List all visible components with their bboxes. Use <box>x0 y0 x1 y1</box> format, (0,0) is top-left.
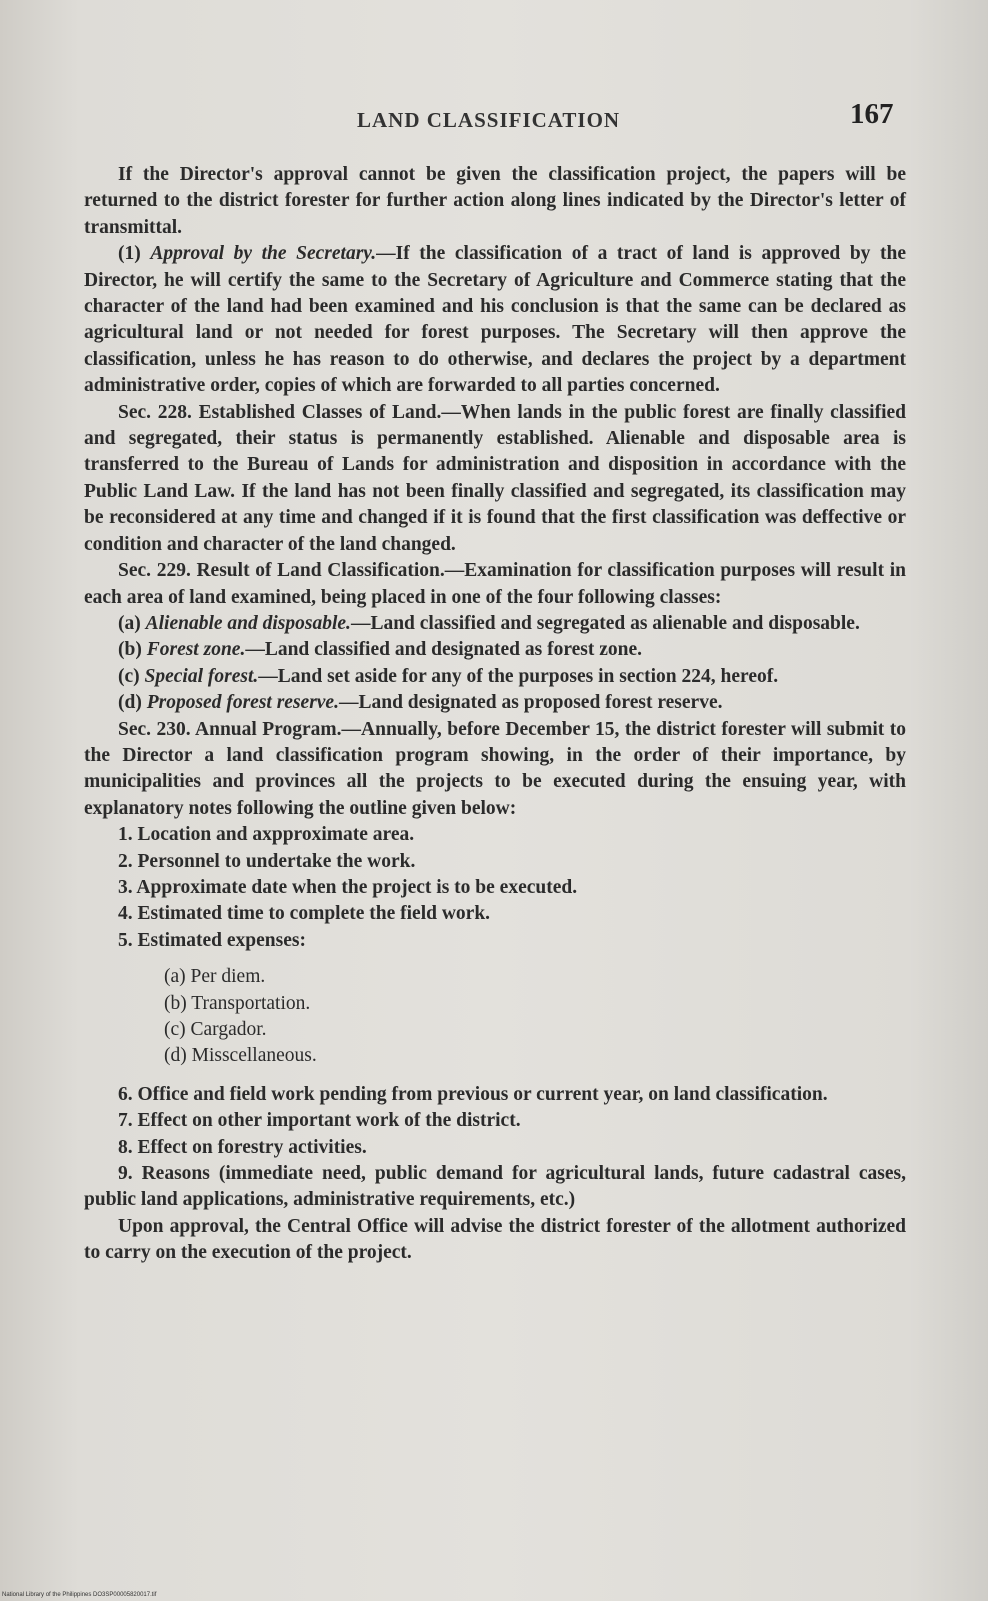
section-heading: Sec. 229. Result of Land Classification. <box>118 560 445 582</box>
sublist-item: (b) Transportation. <box>164 992 311 1014</box>
running-title: LAND CLASSIFICATION <box>357 108 621 132</box>
list-item-8: 8. Effect on forestry activities. <box>118 1136 367 1158</box>
section-text: —When lands in the public forest are finally classified and segregated, their status is permanently established. Alienable and disposable area is transferred to the Bureau of Lands for administration and disposition in accordance with the Public Land Law. If the land has not been finally classified and segregated, its classification may be reconsidered at any time and changed if it is found that the first classification was deffective or condition and character of the land changed. <box>84 401 906 555</box>
item-lead: (a) <box>118 612 146 634</box>
section-228 <box>84 400 906 558</box>
item-heading: Approval by the Secretary. <box>150 243 377 265</box>
list-item: 1. Location and axpproximate area. <box>118 824 415 846</box>
list-item: 2. Personnel to undertake the work. <box>118 850 416 872</box>
item-lead: (d) <box>118 692 147 714</box>
section-230 <box>84 717 906 823</box>
sublist-item: (d) Misscellaneous. <box>164 1045 317 1067</box>
item-lead: (b) <box>118 639 147 661</box>
item-heading: Alienable and disposable. <box>145 612 351 634</box>
list-item: 3. Approximate date when the project is to be executed. <box>118 876 578 898</box>
list-item-7: 7. Effect on other important work of the district. <box>118 1110 521 1132</box>
page-number: 167 <box>850 98 894 130</box>
scan-caption: National Library of the Philippines DO3SP00005820017.tif <box>2 1592 157 1598</box>
item-lead: (1) <box>118 243 151 265</box>
paragraph-director-approval: If the Director's approval cannot be given the classification project, the papers will be returned to the district forester for further action along lines indicated by the Director's letter of transmittal. <box>84 164 906 238</box>
item-text: —Land set aside for any of the purposes in section 224, hereof. <box>258 665 779 687</box>
item-lead: (c) <box>118 665 145 687</box>
item-text: —If the classification of a tract of land is approved by the Director, he will certify the same to the Secretary of Agriculture and Commerce stating that the character of the land had been examined and his conclusion is that the same can be declared as agricultural land or not needed for forest purposes. The Secretary will then approve the classification, unless he has reason to do otherwise, and declares the project by a department administrative order, copies of which are forwarded to all parties concerned. <box>84 243 907 397</box>
closing-paragraph: Upon approval, the Central Office will advise the district forester of the allotment authorized to carry on the execution of the project. <box>84 1215 906 1264</box>
item-heading: Proposed forest reserve. <box>146 692 339 714</box>
section-heading: Sec. 228. Established Classes of Land. <box>118 401 442 423</box>
page-body <box>84 162 906 1267</box>
class-a <box>84 611 906 637</box>
list-item-9: 9. Reasons (immediate need, public demand for agricultural lands, future cadastral cases, public land applications, administrative requirements, etc.) <box>84 1163 906 1211</box>
program-outline-list <box>84 822 906 954</box>
item-text: —Land designated as proposed forest reserve. <box>338 692 723 714</box>
item-heading: Forest zone. <box>146 639 246 661</box>
sublist-item: (c) Cargador. <box>164 1019 267 1040</box>
page-header <box>0 98 988 138</box>
class-b <box>84 637 906 663</box>
section-text: —Examination for classification purposes will result in each area of land examined, being placed in one of the four following classes: <box>84 560 906 608</box>
class-c <box>84 664 906 690</box>
item-text: —Land classified and designated as forest zone. <box>245 639 643 661</box>
list-item: 4. Estimated time to complete the field work. <box>118 903 491 925</box>
sublist-item: (a) Per diem. <box>164 966 266 988</box>
list-item: 5. Estimated expenses: <box>118 929 306 951</box>
item-heading: Special forest. <box>144 665 259 687</box>
class-d <box>84 690 906 716</box>
item-text: —Land classified and segregated as alienable and disposable. <box>350 612 860 634</box>
section-heading: Sec. 230. Annual Program. <box>118 718 342 740</box>
section-229 <box>84 558 906 611</box>
list-item-6: 6. Office and field work pending from previous or current year, on land classification. <box>118 1083 828 1105</box>
expenses-sublist <box>84 964 906 1070</box>
paragraph-secretary-approval <box>84 241 906 399</box>
section-text: —Annually, before December 15, the district forester will submit to the Director a land classification program showing, in the order of their importance, by municipalities and provinces all the projects to be executed during the ensuing year, with explanatory notes following the outline given below: <box>84 718 906 819</box>
